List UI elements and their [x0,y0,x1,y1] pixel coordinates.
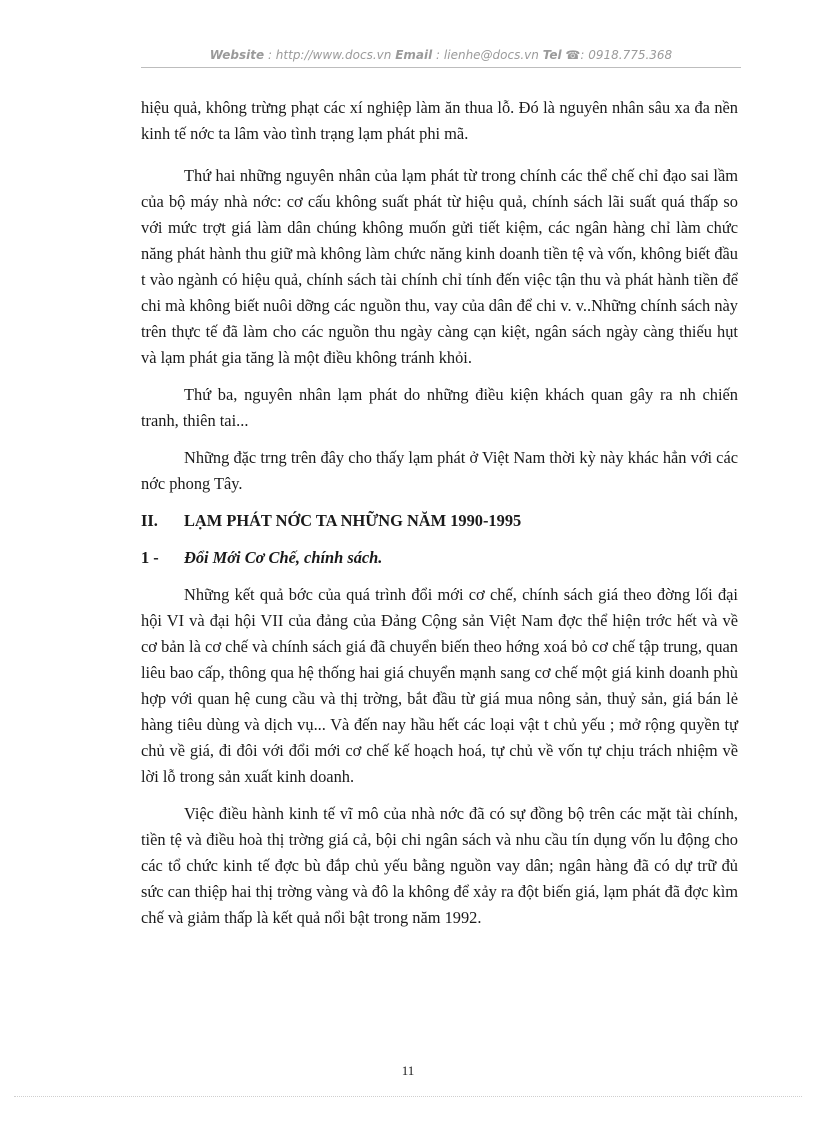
footer-divider [14,1096,802,1097]
paragraph-2: Thứ hai những nguyên nhân của lạm phát từ trong chính các thể chế chỉ đạo sai lầm của bộ máy nhà nớc: cơ cấu không suất phát từ hiệu quả, chính sách lãi suất quá thấp so với mức trợt giá làm dân chúng không muốn gửi tiết kiệm, các ngân hàng chỉ làm chức năng phát hành thu giữ mà không làm chức năng kinh doanh tiền tệ và vốn, không biết đầu t vào ngành có hiệu quả, chính sách tài chính chỉ tính đến việc tận thu và phát hành tiền để chi mà không biết nuôi dỡng các nguồn thu, vay của dân để chi v. v..Những chính sách này trên thực tế đã làm cho các nguồn thu ngày càng cạn kiệt, ngân sách ngày càng thiếu hụt và lạm phát gia tăng là một điều không tránh khỏi. [141,166,738,367]
page-content [141,95,738,942]
header-divider [141,67,741,68]
email-value: : lienhe@docs.vn [432,48,543,62]
paragraph-3: Thứ ba, nguyên nhân lạm phát do những điều kiện khách quan gây ra nh chiến tranh, thiên tai... [141,385,738,430]
section-heading [141,508,738,534]
section-number: II. [141,511,158,530]
page-number: 11 [401,1063,415,1078]
paragraph-4: Những đặc trng trên đây cho thấy lạm phát ở Việt Nam thời kỳ này khác hẳn với các nớc phong Tây. [141,448,738,493]
tel-value: ☎: 0918.775.368 [561,48,673,62]
section-title: LẠM PHÁT NỚC TA NHỮNG NĂM 1990-1995 [184,511,522,530]
paragraph-5: Những kết quả bớc của quá trình đổi mới cơ chế, chính sách giá theo đờng lối đại hội VI và đại hội VII của đảng của Đảng Cộng sản Việt Nam đợc thể hiện trớc hết và về cơ bản là cơ chế và chính sách giá đã chuyển biến theo hớng xoá bỏ cơ chế tập trung, quan liêu bao cấp, thông qua hệ thống hai giá chuyển mạnh sang cơ chế một giá kinh doanh phù hợp với quan hệ cung cầu và thị trờng, bắt đầu từ giá mua nông sản, thuỷ sản, giá bán lẻ hàng tiêu dùng và dịch vụ... Và đến nay hầu hết các loại vật t chủ yếu ; mở rộng quyền tự chủ về giá, đi đôi với đổi mới cơ chế kế hoạch hoá, tự chủ về vốn tự chịu trách nhiệm về lời lỗ trong sản xuất kinh doanh. [141,585,738,786]
subsection-heading [141,545,738,571]
website-value: : http://www.docs.vn [264,48,396,62]
tel-label: Tel [542,48,562,62]
paragraph-1: hiệu quả, không trừng phạt các xí nghiệp làm ăn thua lỗ. Đó là nguyên nhân sâu xa đa nền kinh tế nớc ta lâm vào tình trạng lạm phát phi mã. [141,98,738,143]
subsection-title: Đổi Mới Cơ Chế, chính sách. [184,548,383,567]
paragraph-6: Việc điều hành kinh tế vĩ mô của nhà nớc đã có sự đồng bộ trên các mặt tài chính, tiền tệ và điều hoà thị trờng giá cả, bội chi ngân sách và nhu cầu tín dụng vốn lu động cho các tổ chức kinh tế đợc bù đắp chủ yếu bằng nguồn vay dân; ngân hàng đã có dự trữ đủ sức can thiệp hai thị trờng vàng và đô la không để xảy ra đột biến giá, lạm phát đã đợc kìm chế và giảm thấp là kết quả nổi bật trong năm 1992. [141,804,738,927]
page-header [141,48,741,62]
email-label: Email [395,48,433,62]
website-label: Website [209,48,265,62]
subsection-number: 1 - [141,548,159,567]
